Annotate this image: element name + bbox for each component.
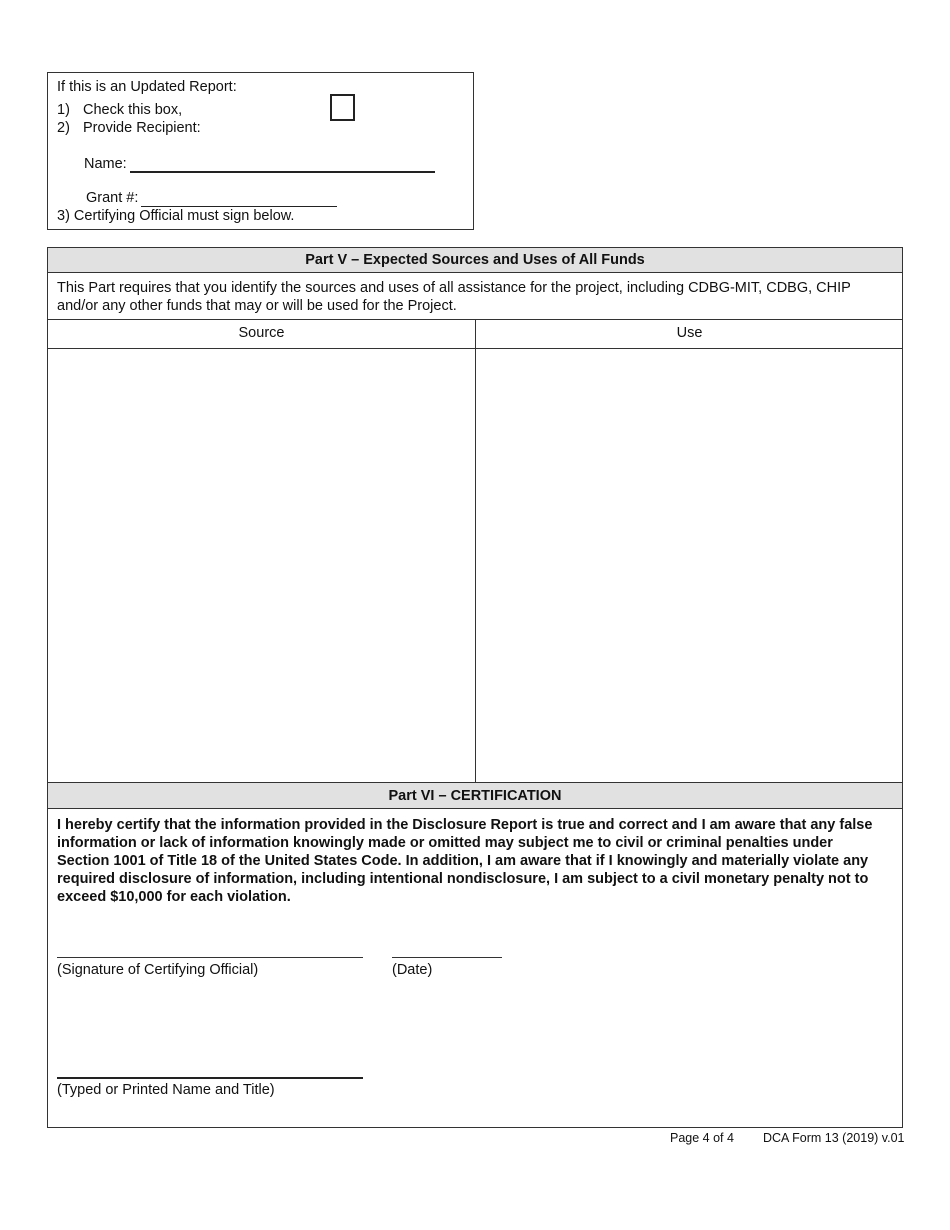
printed-name-label: (Typed or Printed Name and Title)	[57, 1082, 275, 1098]
updated-report-box	[47, 72, 474, 230]
column-divider	[475, 319, 476, 782]
step-2-text: Provide Recipient:	[83, 120, 201, 136]
recipient-name-field[interactable]	[130, 155, 435, 173]
grant-number-label: Grant #:	[86, 190, 139, 206]
updated-report-heading: If this is an Updated Report:	[57, 79, 237, 95]
page-number: Page 4 of 4	[670, 1131, 734, 1145]
updated-report-step-2	[57, 120, 201, 136]
use-entry-area[interactable]	[476, 349, 903, 782]
part-v-instructions: This Part requires that you identify the sources and uses of all assistance for the project, including CDBG-MIT, CDBG, CHIP and/or any other funds that may or will be used for the Project.	[57, 280, 851, 314]
part-vi-title: Part VI – CERTIFICATION	[48, 782, 902, 809]
step-1-number: 1)	[57, 102, 70, 118]
step-1-text: Check this box,	[83, 102, 183, 118]
disclosure-form-table	[47, 247, 903, 1128]
signature-line[interactable]	[57, 941, 363, 958]
step-2-number: 2)	[57, 120, 70, 136]
date-label: (Date)	[392, 962, 433, 978]
source-entry-area[interactable]	[48, 349, 475, 782]
grant-number-field[interactable]	[141, 191, 337, 207]
signature-label: (Signature of Certifying Official)	[57, 962, 259, 978]
use-column-header: Use	[676, 325, 703, 341]
updated-report-step-1	[57, 102, 182, 118]
recipient-name-label: Name:	[84, 156, 127, 172]
part-v-title: Part V – Expected Sources and Uses of All Funds	[48, 248, 902, 273]
form-identifier: DCA Form 13 (2019) v.01	[763, 1131, 905, 1145]
certification-statement: I hereby certify that the information provided in the Disclosure Report is true and correct and I am aware that any false information or lack of information knowingly made or omitted may subject me to civil or criminal penalties under Section 1001 of Title 18 of the United States Code. In addition, I am aware that if I knowingly and materially violate any required disclosure of information, including intentional nondisclosure, I am subject to a civil monetary penalty not to exceed $10,000 for each violation.	[57, 817, 873, 905]
updated-report-checkbox[interactable]	[330, 94, 355, 121]
printed-name-line[interactable]	[57, 1061, 363, 1079]
date-line[interactable]	[392, 941, 502, 958]
source-column-header: Source	[238, 325, 285, 341]
updated-report-step-3: 3) Certifying Official must sign below.	[57, 208, 295, 224]
